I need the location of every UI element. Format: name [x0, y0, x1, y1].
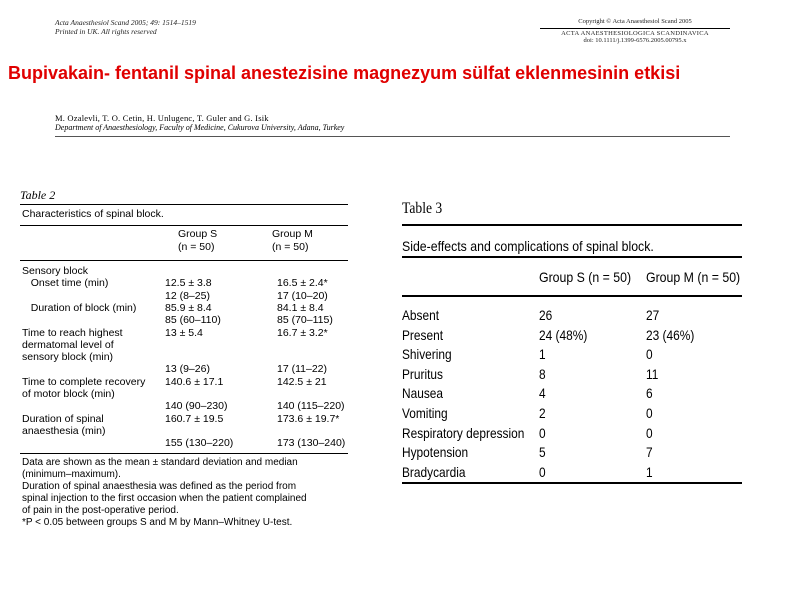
table-3-col-m: Group M (n = 50) — [646, 269, 741, 285]
table-2-row-group-s: 155 (130–220) — [165, 437, 234, 450]
table-2-row-group-m: 140 (115–220) — [277, 400, 345, 413]
table-2-notes — [20, 454, 350, 529]
table-2-row-group-m: 16.7 ± 3.2* — [277, 326, 328, 339]
table-3-row-label: Shivering — [402, 346, 452, 363]
table-2-row-label: Duration of block (min) — [22, 301, 137, 314]
table-3-subtitle: Side-effects and complications of spinal block. — [402, 238, 654, 254]
table-3-caption: Table 3 — [402, 200, 443, 217]
department-line: Department of Anaesthesiology, Faculty of Medicine, Cukurova University, Adana, Turkey — [55, 123, 345, 132]
table-3-row-group-s: 8 — [539, 365, 546, 382]
table-2-subtitle: Characteristics of spinal block. — [22, 208, 164, 220]
table-3-row — [402, 307, 742, 325]
table-3-row — [402, 366, 742, 384]
table-2-note-line: (minimum–maximum). — [22, 469, 121, 480]
table-2-row-group-m: 173 (130–240) — [277, 437, 346, 450]
table-3-row-label: Vomiting — [402, 405, 448, 421]
table-3-row-group-s: 1 — [539, 346, 546, 363]
table-2-header — [20, 226, 350, 260]
table-3-row-group-m: 1 — [646, 463, 653, 480]
table-2-row-group-s: 85.9 ± 8.4 — [165, 301, 212, 314]
table-3-row-group-s: 0 — [539, 424, 546, 441]
table-3-row — [402, 346, 742, 364]
table-2-row-group-s: 160.7 ± 19.5 — [165, 412, 224, 425]
table-2-row-group-m: 85 (70–115) — [277, 314, 333, 327]
table-3-header — [402, 258, 747, 295]
table-2-row-group-m: 16.5 ± 2.4* — [277, 277, 328, 290]
table-2-row-group-m: 17 (11–22) — [277, 363, 328, 376]
table-2-row-label: dermatomal level of — [22, 338, 114, 351]
table-3-body — [402, 297, 747, 482]
table-2-row-group-m: 17 (10–20) — [277, 289, 328, 302]
table-3-row — [402, 327, 742, 345]
table-3-row — [402, 405, 742, 423]
table-2-row-group-m: 84.1 ± 8.4 — [277, 301, 324, 314]
table-3-row-group-m: 0 — [646, 424, 653, 441]
table-2-note-line: of pain in the post-operative period. — [22, 505, 179, 516]
table-2-row-group-s: 13 (9–26) — [165, 363, 210, 376]
authors-divider — [55, 136, 730, 137]
table-2-row-label: Time to reach highest — [22, 326, 123, 339]
table-3-row-group-s: 2 — [539, 405, 546, 421]
table-2-row-label: of motor block (min) — [22, 388, 115, 400]
table-3-row-group-s: 0 — [539, 463, 546, 480]
doi-line: doi: 10.1111/j.1399-6576.2005.00795.x — [583, 37, 687, 44]
table-3-col-s: Group S (n = 50) — [539, 269, 632, 285]
page-title: Bupivakain- fentanil spinal anestezisine magnezyum sülfat eklenmesinin etkisi — [8, 63, 681, 83]
authors-line: M. Ozalevli, T. O. Cetin, H. Unlugenc, T. Guler and G. Isik — [55, 113, 269, 123]
table-2-body — [20, 261, 350, 453]
table-2-row-group-s: 13 ± 5.4 — [165, 326, 203, 339]
table-2-note-line: Duration of spinal anaesthesia was defined as the period from — [22, 481, 297, 492]
table-2-row-group-s: 85 (60–110) — [165, 314, 221, 327]
table-3-row — [402, 425, 742, 443]
table-3-row-label: Bradycardia — [402, 463, 466, 480]
copyright-rule — [540, 28, 730, 29]
table-3-row-group-s: 4 — [539, 385, 546, 402]
table-3-row-group-m: 7 — [646, 444, 653, 461]
table-2-row-group-s: 12.5 ± 3.8 — [165, 277, 212, 290]
table-2-row-group-m: 173.6 ± 19.7* — [277, 412, 340, 425]
table-2-col-s-n: (n = 50) — [178, 241, 215, 253]
journal-name: ACTA ANAESTHESIOLOGICA SCANDINAVICA — [561, 29, 709, 37]
table-3-row-group-m: 0 — [646, 346, 653, 363]
table-2-row-label: Sensory block — [22, 265, 88, 277]
table-3-row-label: Absent — [402, 307, 440, 323]
table-3-row-label: Hypotension — [402, 444, 469, 461]
table-3-row-group-m: 23 (46%) — [646, 326, 695, 343]
table-2-row-group-m: 142.5 ± 21 — [277, 375, 327, 388]
table-3-row-group-s: 24 (48%) — [539, 326, 588, 343]
table-2-row-label: anaesthesia (min) — [22, 424, 106, 437]
table-3-row-label: Respiratory depression — [402, 424, 525, 441]
table-3-row-label: Present — [402, 326, 444, 343]
citation-line: Acta Anaesthesiol Scand 2005; 49: 1514–1519 — [55, 18, 196, 27]
table-3-row-group-m: 27 — [646, 307, 660, 323]
table-3-row-group-m: 6 — [646, 385, 653, 402]
table-3-row-label: Nausea — [402, 385, 444, 402]
table-2-note-line: *P < 0.05 between groups S and M by Mann–Whitney U-test. — [22, 517, 293, 528]
table-2-row-label: Time to complete recovery — [22, 375, 146, 388]
table-2-row-label: sensory block (min) — [22, 351, 114, 364]
table-2-col-m-n: (n = 50) — [272, 241, 309, 253]
copyright-line: Copyright © Acta Anaesthesiol Scand 2005 — [578, 18, 692, 25]
table-2-col-s-name: Group S — [178, 228, 218, 240]
table-2-row-label: Onset time (min) — [22, 277, 109, 290]
journal-citation — [55, 18, 196, 36]
table-3 — [402, 200, 747, 484]
table-2-col-m-name: Group M — [272, 228, 313, 240]
table-2-note-line: spinal injection to the first occasion when the patient complained — [22, 493, 307, 504]
table-2-row-group-s: 140 (90–230) — [165, 400, 228, 413]
table-3-row-label: Pruritus — [402, 365, 443, 382]
table-3-row-group-s: 26 — [539, 307, 553, 323]
copyright-block — [540, 18, 730, 45]
print-note: Printed in UK. All rights reserved — [55, 27, 157, 36]
table-2-row-group-s: 140.6 ± 17.1 — [165, 375, 224, 388]
table-2-caption: Table 2 — [20, 188, 56, 202]
table-2-note-line: Data are shown as the mean ± standard deviation and median — [22, 457, 298, 468]
table-3-row — [402, 464, 742, 482]
table-2 — [20, 188, 350, 529]
table-3-bottom-rule — [402, 482, 742, 484]
table-3-row-group-m: 0 — [646, 405, 653, 421]
table-2-row-label: Duration of spinal — [22, 412, 104, 425]
table-3-row — [402, 444, 742, 462]
table-3-row-group-m: 11 — [646, 365, 659, 382]
table-3-row — [402, 385, 742, 403]
table-3-row-group-s: 5 — [539, 444, 546, 461]
table-2-row-group-s: 12 (8–25) — [165, 289, 210, 302]
